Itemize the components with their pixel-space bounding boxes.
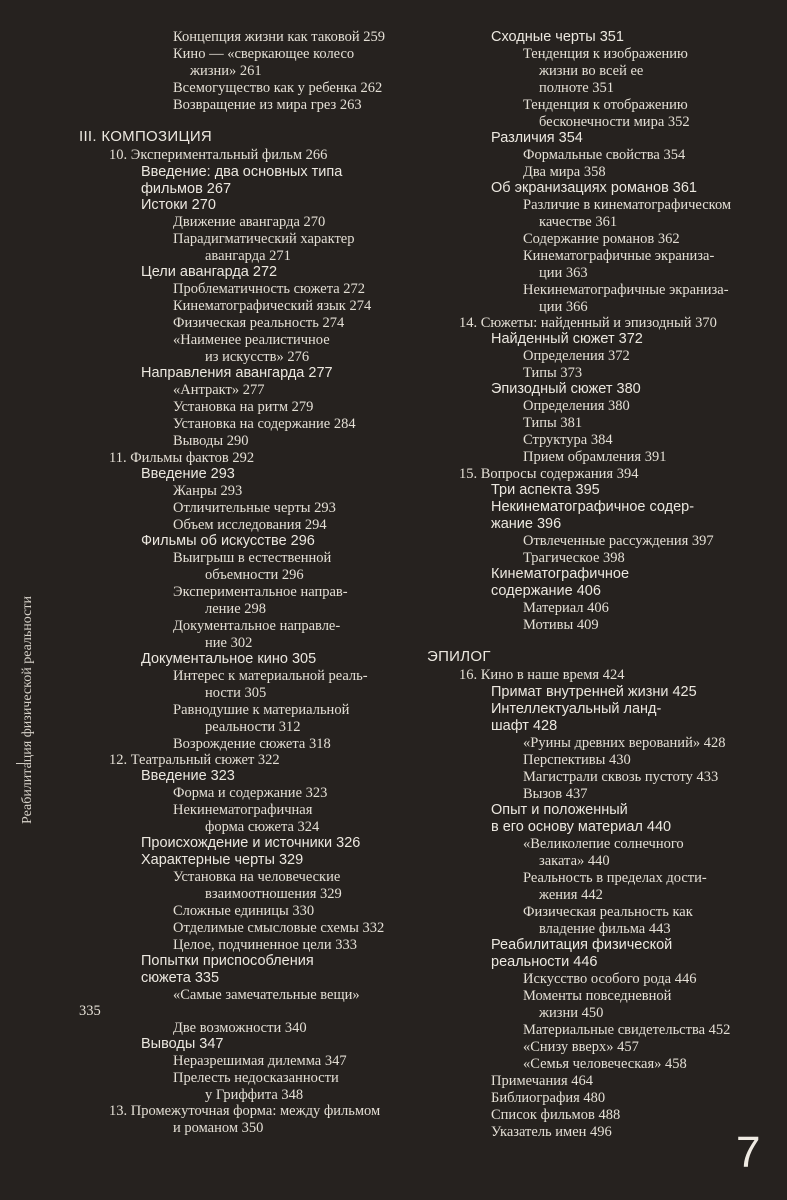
toc-entry: Отделимые смысловые схемы 332 xyxy=(173,920,385,936)
toc-entry: 10. Экспериментальный фильм 266 xyxy=(109,147,328,163)
toc-entry: Отличительные черты 293 xyxy=(173,500,336,516)
toc-entry: Вызов 437 xyxy=(523,786,588,802)
toc-entry: Реабилитация физической xyxy=(491,937,673,953)
toc-entry: Список фильмов 488 xyxy=(491,1107,621,1123)
toc-entry: Моменты повседневной xyxy=(523,988,672,1004)
toc-entry: Тенденция к отображению xyxy=(523,97,688,113)
toc-entry: Попытки приспособления xyxy=(141,953,314,969)
toc-entry: у Гриффита 348 xyxy=(205,1087,304,1103)
toc-entry: Установка на ритм 279 xyxy=(173,399,314,415)
page-number: 7 xyxy=(736,1128,761,1177)
toc-entry: Отвлеченные рассуждения 397 xyxy=(523,533,714,549)
toc-entry: «Антракт» 277 xyxy=(173,382,265,398)
toc-entry: ление 298 xyxy=(205,601,267,617)
toc-entry: 12. Театральный сюжет 322 xyxy=(109,752,280,768)
running-head: Реабилитация физической реальности xyxy=(20,596,35,824)
toc-entry: Кинематографичные экраниза- xyxy=(523,248,715,264)
toc-entry: Мотивы 409 xyxy=(523,617,599,633)
toc-entry: 15. Вопросы содержания 394 xyxy=(459,466,639,482)
toc-entry: Целое, подчиненное цели 333 xyxy=(173,937,358,953)
toc-entry: Некинематографичные экраниза- xyxy=(523,282,729,298)
toc-entry: шафт 428 xyxy=(491,718,558,734)
toc-entry: Установка на человеческие xyxy=(173,869,341,885)
toc-entry: качестве 361 xyxy=(539,214,618,230)
toc-entry: Направления авангарда 277 xyxy=(141,365,333,381)
toc-entry: Введение 293 xyxy=(141,466,235,482)
toc-entry: Парадигматический характер xyxy=(173,231,355,247)
toc-entry: жизни во всей ее xyxy=(539,63,644,79)
toc-entry: Неразрешимая дилемма 347 xyxy=(173,1053,347,1069)
toc-entry: Выигрыш в естественной xyxy=(173,550,332,566)
toc-entry: Различия 354 xyxy=(491,130,583,146)
toc-entry: Тенденция к изображению xyxy=(523,46,688,62)
toc-entry: Выводы 347 xyxy=(141,1036,224,1052)
toc-entry: Искусство особого рода 446 xyxy=(523,971,697,987)
toc-entry: Цели авангарда 272 xyxy=(141,264,278,280)
toc-entry: бесконечности мира 352 xyxy=(539,114,690,130)
toc-entry: Различие в кинематографическом xyxy=(523,197,732,213)
toc-entry: «Руины древних верований» 428 xyxy=(523,735,726,751)
toc-entry: Документальное направле- xyxy=(173,618,341,634)
toc-entry: Примечания 464 xyxy=(491,1073,594,1089)
toc-entry: Введение: два основных типа xyxy=(141,164,343,180)
toc-entry: Документальное кино 305 xyxy=(141,651,317,667)
toc-entry: Интеллектуальный ланд- xyxy=(491,701,662,717)
toc-entry: 13. Промежуточная форма: между фильмом xyxy=(109,1103,381,1119)
toc-entry: Возвращение из мира грез 263 xyxy=(173,97,362,113)
toc-entry: «Семья человеческая» 458 xyxy=(523,1056,687,1072)
toc-entry: Некинематографичная xyxy=(173,802,313,818)
toc-entry: из искусств» 276 xyxy=(205,349,310,365)
toc-entry: Реальность в пределах дости- xyxy=(523,870,707,886)
toc-entry: фильмов 267 xyxy=(141,181,232,197)
toc-entry: Возрождение сюжета 318 xyxy=(173,736,331,752)
toc-entry: 14. Сюжеты: найденный и эпизодный 370 xyxy=(459,315,717,331)
toc-entry: владение фильма 443 xyxy=(539,921,671,937)
toc-entry: жения 442 xyxy=(539,887,603,903)
toc-entry: Две возможности 340 xyxy=(173,1020,307,1036)
toc-entry: Введение 323 xyxy=(141,768,235,784)
toc-entry: полноте 351 xyxy=(539,80,615,96)
toc-entry: Движение авангарда 270 xyxy=(173,214,326,230)
toc-entry: Перспективы 430 xyxy=(523,752,631,768)
toc-entry: Концепция жизни как таковой 259 xyxy=(173,29,385,45)
toc-entry: заката» 440 xyxy=(539,853,610,869)
toc-entry: жизни 450 xyxy=(539,1005,604,1021)
toc-entry: Прелесть недосказанности xyxy=(173,1070,339,1086)
toc-entry: в его основу материал 440 xyxy=(491,819,672,835)
toc-entry: Трагическое 398 xyxy=(523,550,625,566)
toc-entry: «Самые замечательные вещи» xyxy=(173,987,360,1003)
toc-entry: реальности 446 xyxy=(491,954,598,970)
toc-entry: ции 363 xyxy=(539,265,588,281)
toc-entry: Кино — «сверкающее колесо xyxy=(173,46,355,62)
toc-entry: Два мира 358 xyxy=(523,164,606,180)
toc-entry: «Великолепие солнечного xyxy=(523,836,684,852)
toc-entry: Библиография 480 xyxy=(491,1090,606,1106)
toc-entry: ности 305 xyxy=(205,685,267,701)
toc-entry: Равнодушие к материальной xyxy=(173,702,350,718)
toc-entry: Форма и содержание 323 xyxy=(173,785,328,801)
toc-entry: Три аспекта 395 xyxy=(491,482,600,498)
toc-entry: Магистрали сквозь пустоту 433 xyxy=(523,769,719,785)
toc-entry: Некинематографичное содер- xyxy=(491,499,695,515)
toc-entry: Экспериментальное направ- xyxy=(173,584,348,600)
toc-entry: Указатель имен 496 xyxy=(491,1124,612,1140)
toc-entry: Объем исследования 294 xyxy=(173,517,327,533)
toc-entry: Всемогущество как у ребенка 262 xyxy=(173,80,383,96)
toc-section-heading: ЭПИЛОГ xyxy=(427,648,491,665)
toc-entry: Установка на содержание 284 xyxy=(173,416,356,432)
toc-entry: Сходные черты 351 xyxy=(491,29,624,45)
toc-entry: Найденный сюжет 372 xyxy=(491,331,643,347)
toc-entry: Структура 384 xyxy=(523,432,613,448)
toc-entry: Истоки 270 xyxy=(141,197,216,213)
toc-entry: Типы 373 xyxy=(523,365,583,381)
toc-entry: Эпизодный сюжет 380 xyxy=(491,381,641,397)
toc-entry: Прием обрамления 391 xyxy=(523,449,667,465)
toc-entry: Интерес к материальной реаль- xyxy=(173,668,368,684)
toc-entry: Содержание романов 362 xyxy=(523,231,680,247)
toc-entry: «Снизу вверх» 457 xyxy=(523,1039,639,1055)
toc-entry: 335 xyxy=(79,1003,101,1019)
toc-entry: Проблематичность сюжета 272 xyxy=(173,281,366,297)
toc-section-heading: III. КОМПОЗИЦИЯ xyxy=(79,128,213,145)
toc-entry: Примат внутренней жизни 425 xyxy=(491,684,697,700)
toc-entry: ние 302 xyxy=(205,635,253,651)
toc-entry: 16. Кино в наше время 424 xyxy=(459,667,625,683)
toc-entry: жание 396 xyxy=(491,516,562,532)
toc-entry: «Наименее реалистичное xyxy=(173,332,330,348)
toc-entry: жизни» 261 xyxy=(190,63,262,79)
toc-entry: Физическая реальность как xyxy=(523,904,693,920)
toc-entry: Физическая реальность 274 xyxy=(173,315,345,331)
toc-entry: Определения 380 xyxy=(523,398,630,414)
toc-entry: Об экранизациях романов 361 xyxy=(491,180,697,196)
toc-entry: Кинематографический язык 274 xyxy=(173,298,372,314)
toc-entry: Формальные свойства 354 xyxy=(523,147,686,163)
toc-entry: Сложные единицы 330 xyxy=(173,903,315,919)
toc-entry: Кинематографичное xyxy=(491,566,630,582)
toc-entry: авангарда 271 xyxy=(205,248,291,264)
toc-entry: содержание 406 xyxy=(491,583,601,599)
toc-entry: форма сюжета 324 xyxy=(205,819,320,835)
toc-entry: ции 366 xyxy=(539,299,588,315)
toc-entry: Определения 372 xyxy=(523,348,630,364)
toc-entry: Материал 406 xyxy=(523,600,609,616)
toc-entry: Происхождение и источники 326 xyxy=(141,835,361,851)
toc-entry: Материальные свидетельства 452 xyxy=(523,1022,731,1038)
toc-entry: и романом 350 xyxy=(173,1120,264,1136)
toc-entry: Опыт и положенный xyxy=(491,802,628,818)
toc-entry: реальности 312 xyxy=(205,719,301,735)
toc-entry: 11. Фильмы фактов 292 xyxy=(109,450,255,466)
toc-entry: Характерные черты 329 xyxy=(141,852,304,868)
toc-entry: Выводы 290 xyxy=(173,433,249,449)
toc-entry: сюжета 335 xyxy=(141,970,220,986)
toc-entry: Фильмы об искусстве 296 xyxy=(141,533,315,549)
toc-entry: Типы 381 xyxy=(523,415,583,431)
toc-entry: объемности 296 xyxy=(205,567,304,583)
toc-entry: взаимоотношения 329 xyxy=(205,886,342,902)
toc-entry: Жанры 293 xyxy=(173,483,243,499)
